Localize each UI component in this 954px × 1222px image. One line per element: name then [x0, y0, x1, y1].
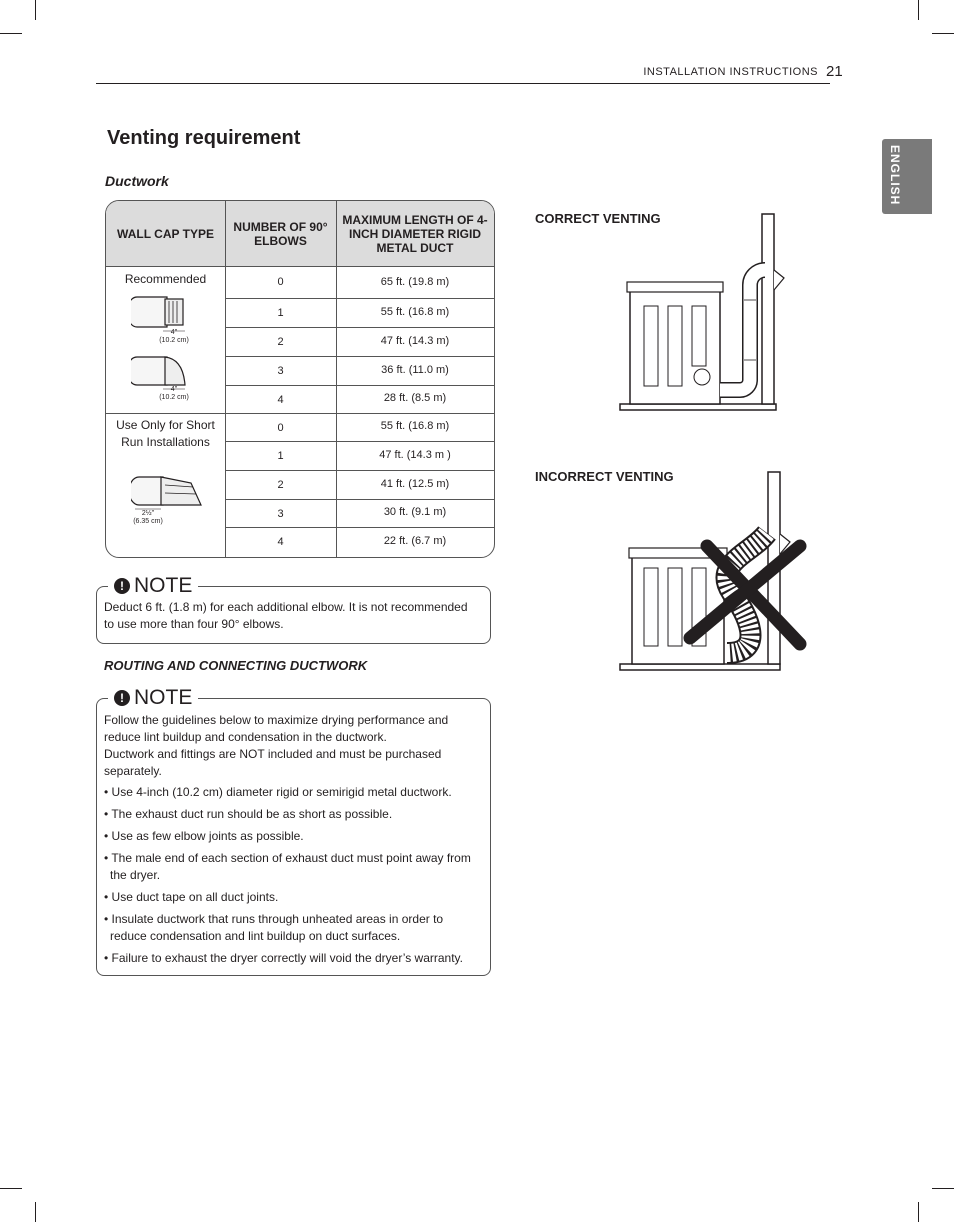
page-number: 21: [826, 63, 843, 80]
crop-mark: [918, 0, 919, 20]
list-item: • The male end of each section of exhaust duct must point away from the dryer.: [104, 851, 471, 882]
elbow-count-cell: 4: [277, 394, 284, 406]
wall-cap-type: Use Only for Short Run Installations: [116, 418, 215, 449]
crop-mark: [932, 1188, 954, 1189]
elbow-count-cell: 4: [277, 536, 284, 548]
elbow-count-cell: 2: [277, 479, 284, 491]
note-heading: ! NOTE: [108, 574, 198, 598]
venting-table: [105, 200, 495, 558]
section-header: INSTALLATION INSTRUCTIONS: [643, 66, 818, 78]
elbow-count-cell: 3: [277, 508, 284, 520]
dimension-label: 4" (10.2 cm): [159, 386, 189, 401]
list-item: • The exhaust duct run should be as short as possible.: [104, 807, 393, 821]
max-length-cell: 47 ft. (14.3 m ): [379, 449, 451, 461]
elbow-count-cell: 0: [277, 276, 284, 288]
correct-venting-label: CORRECT VENTING: [535, 211, 661, 226]
max-length-cell: 41 ft. (12.5 m): [380, 478, 450, 490]
dimension-label: 2½" (6.35 cm): [133, 510, 163, 525]
correct-venting-diagram: [615, 210, 795, 415]
row-divider: [225, 327, 494, 328]
elbow-count-cell: 1: [277, 450, 284, 462]
list-item: • Use as few elbow joints as possible.: [104, 829, 304, 843]
table-divider: [225, 201, 226, 557]
routing-heading: ROUTING AND CONNECTING DUCTWORK: [104, 658, 368, 673]
dimension-label: 4" (10.2 cm): [159, 329, 189, 344]
note-text: Deduct 6 ft. (1.8 m) for each additional elbow. It is not recommended to use more than four 90° elbows.: [104, 600, 468, 631]
row-divider: [225, 527, 494, 528]
incorrect-venting-diagram: [615, 468, 815, 678]
crop-mark: [0, 1188, 22, 1189]
crop-mark: [35, 1202, 36, 1222]
max-length-cell: 22 ft. (6.7 m): [383, 535, 447, 547]
ductwork-heading: Ductwork: [105, 173, 169, 189]
max-length-cell: 30 ft. (9.1 m): [383, 506, 447, 518]
max-length-cell: 36 ft. (11.0 m): [381, 364, 449, 376]
note-text: Follow the guidelines below to maximize drying performance and reduce lint buildup and condensation in the ductwork. Ductwork and fittings are NOT included and must be purchased separately. • Use 4-inch (10.2 cm) diameter rigid or semirigid metal ductwork. • The exhaust duct run should be as short as possible. • Use as few elbow joints as possible. • The male end of each section of exhaust duct must point away from the dryer. • Use duct tape on all duct joints. • Insulate ductwork that runs through unheated areas in order to reduce condensation and lint buildup on duct surfaces. • Failure to exhaust the dryer correctly will void the dryer’s warranty.: [104, 712, 488, 967]
row-divider: [225, 441, 494, 442]
exclamation-icon: !: [114, 578, 130, 594]
crop-mark: [35, 0, 36, 20]
elbow-count-cell: 3: [277, 365, 284, 377]
table-divider: [336, 201, 337, 557]
max-length-cell: 55 ft. (16.8 m): [380, 420, 450, 432]
list-item: • Use 4-inch (10.2 cm) diameter rigid or semirigid metal ductwork.: [104, 785, 452, 799]
row-divider: [225, 298, 494, 299]
header-rule: [96, 83, 830, 84]
incorrect-venting-label: INCORRECT VENTING: [535, 469, 674, 484]
elbow-count-cell: 0: [277, 422, 284, 434]
table-header-elbows: NUMBER OF 90° ELBOWS: [225, 201, 336, 267]
crop-mark: [932, 33, 954, 34]
table-header-wall-cap: WALL CAP TYPE: [106, 201, 225, 267]
language-tab: [882, 139, 932, 214]
wall-cap-type: Recommended: [124, 272, 207, 286]
row-divider: [225, 499, 494, 500]
row-divider: [225, 356, 494, 357]
language-tab-label: ENGLISH: [888, 145, 902, 206]
row-divider: [225, 470, 494, 471]
row-divider: [225, 385, 494, 386]
max-length-cell: 55 ft. (16.8 m): [380, 306, 450, 318]
exclamation-icon: !: [114, 690, 130, 706]
wall-cap-hood-icon: [131, 473, 206, 513]
group-divider: [106, 413, 494, 414]
crop-mark: [0, 33, 22, 34]
note-heading: ! NOTE: [108, 686, 198, 710]
list-item: • Use duct tape on all duct joints.: [104, 890, 279, 904]
max-length-cell: 47 ft. (14.3 m): [380, 335, 450, 347]
table-header-max-length: MAXIMUM LENGTH OF 4-INCH DIAMETER RIGID METAL DUCT: [336, 201, 494, 267]
crop-mark: [918, 1202, 919, 1222]
page-title: Venting requirement: [107, 127, 301, 149]
max-length-cell: 65 ft. (19.8 m): [380, 276, 450, 288]
list-item: • Insulate ductwork that runs through unheated areas in order to reduce condensation and lint buildup on duct surfaces.: [104, 912, 444, 943]
elbow-count-cell: 2: [277, 336, 284, 348]
elbow-count-cell: 1: [277, 307, 284, 319]
list-item: • Failure to exhaust the dryer correctly will void the dryer’s warranty.: [104, 951, 464, 965]
max-length-cell: 28 ft. (8.5 m): [383, 392, 447, 404]
